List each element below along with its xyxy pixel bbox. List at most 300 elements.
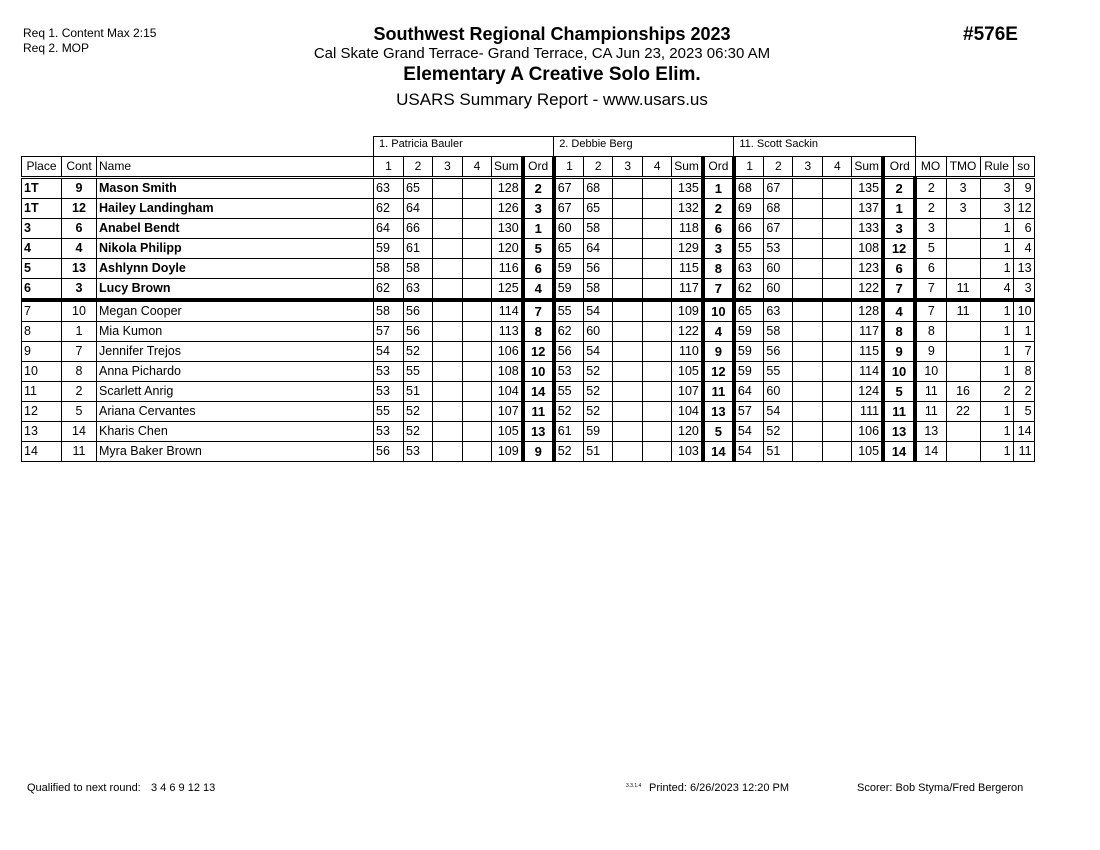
judge2-ordinal-cell: 9: [703, 342, 734, 362]
judge1-score-3-cell: [433, 382, 463, 402]
judge2-score-1-cell: 56: [554, 342, 584, 362]
place-cell: 1T: [22, 199, 62, 219]
event-number: #576E: [963, 24, 1018, 45]
printed-timestamp: Printed: 6/26/2023 12:20 PM: [649, 782, 790, 794]
judge1-ordinal-cell: 2: [523, 178, 554, 199]
judge3-score-2-cell: 63: [764, 300, 793, 322]
rule-cell: 1: [980, 342, 1013, 362]
judge1-score-3-cell: [433, 178, 463, 199]
contestant-number-cell: 1: [62, 322, 97, 342]
judge3-score-1-cell: 64: [734, 382, 764, 402]
judge3-ordinal-cell: 8: [883, 322, 915, 342]
judge1-ordinal-cell: 8: [523, 322, 554, 342]
mo-cell: 8: [915, 322, 946, 342]
col-judge3-ord: Ord: [883, 157, 915, 178]
judge1-score-2-cell: 52: [404, 422, 433, 442]
judge1-score-1-cell: 53: [374, 362, 404, 382]
col-judge3-2: 2: [764, 157, 793, 178]
judge3-score-1-cell: 54: [734, 422, 764, 442]
judge2-score-2-cell: 54: [584, 342, 613, 362]
judge1-score-3-cell: [433, 442, 463, 462]
judge1-ordinal-cell: 13: [523, 422, 554, 442]
skater-name-cell: Ariana Cervantes: [97, 402, 374, 422]
judge2-ordinal-cell: 3: [703, 239, 734, 259]
so-cell: 2: [1013, 382, 1034, 402]
judge3-score-2-cell: 52: [764, 422, 793, 442]
judge2-ordinal-cell: 12: [703, 362, 734, 382]
tmo-cell: [946, 362, 980, 382]
col-place: Place: [22, 157, 62, 178]
software-version: 3.3.1.4: [626, 783, 642, 789]
col-mo: MO: [915, 157, 946, 178]
judge1-ordinal-cell: 9: [523, 442, 554, 462]
rule-cell: 2: [980, 382, 1013, 402]
judge1-score-3-cell: [433, 279, 463, 301]
col-judge1-4: 4: [463, 157, 492, 178]
judge2-score-2-cell: 51: [584, 442, 613, 462]
mo-cell: 11: [915, 402, 946, 422]
judge1-ordinal-cell: 10: [523, 362, 554, 382]
judge1-score-2-cell: 56: [404, 322, 433, 342]
qualified-values: 3 4 6 9 12 13: [151, 782, 216, 794]
judge1-sum-cell: 128: [492, 178, 523, 199]
judge2-score-4-cell: [643, 219, 672, 239]
judge1-score-2-cell: 53: [404, 442, 433, 462]
judge1-score-2-cell: 55: [404, 362, 433, 382]
judge2-score-2-cell: 52: [584, 382, 613, 402]
judge1-score-1-cell: 58: [374, 300, 404, 322]
judge1-sum-cell: 105: [492, 422, 523, 442]
rule-cell: 1: [980, 239, 1013, 259]
scorer-names: Scorer: Bob Styma/Fred Bergeron: [857, 782, 1024, 794]
judge1-sum-cell: 126: [492, 199, 523, 219]
judge2-score-1-cell: 61: [554, 422, 584, 442]
judge3-sum-cell: 128: [852, 300, 883, 322]
judge1-score-4-cell: [463, 219, 492, 239]
skater-name-cell: Megan Cooper: [97, 300, 374, 322]
mo-cell: 6: [915, 259, 946, 279]
judge2-score-3-cell: [613, 219, 643, 239]
skater-name-cell: Anna Pichardo: [97, 362, 374, 382]
col-judge1-1: 1: [374, 157, 404, 178]
mo-cell: 10: [915, 362, 946, 382]
judge3-ordinal-cell: 10: [883, 362, 915, 382]
judge3-score-3-cell: [793, 239, 823, 259]
judge2-score-3-cell: [613, 279, 643, 301]
judge2-score-2-cell: 64: [584, 239, 613, 259]
judge2-score-1-cell: 52: [554, 402, 584, 422]
contestant-number-cell: 6: [62, 219, 97, 239]
judge1-sum-cell: 120: [492, 239, 523, 259]
judge3-score-1-cell: 69: [734, 199, 764, 219]
rule-cell: 1: [980, 422, 1013, 442]
tmo-cell: [946, 259, 980, 279]
judge3-score-4-cell: [823, 442, 852, 462]
judge1-score-1-cell: 59: [374, 239, 404, 259]
judge2-sum-cell: 132: [672, 199, 703, 219]
tmo-cell: [946, 422, 980, 442]
judge1-score-3-cell: [433, 422, 463, 442]
judge2-score-4-cell: [643, 342, 672, 362]
place-cell: 7: [22, 300, 62, 322]
judge2-score-4-cell: [643, 422, 672, 442]
col-judge1-ord: Ord: [523, 157, 554, 178]
judge1-score-4-cell: [463, 382, 492, 402]
judge2-ordinal-cell: 13: [703, 402, 734, 422]
mo-cell: 5: [915, 239, 946, 259]
rule-cell: 4: [980, 279, 1013, 301]
judge2-score-2-cell: 52: [584, 402, 613, 422]
so-cell: 14: [1013, 422, 1034, 442]
judge3-score-1-cell: 62: [734, 279, 764, 301]
rule-cell: 1: [980, 322, 1013, 342]
so-cell: 11: [1013, 442, 1034, 462]
requirement-2: Req 2. MOP: [23, 41, 90, 55]
judge1-ordinal-cell: 4: [523, 279, 554, 301]
judge2-score-3-cell: [613, 422, 643, 442]
col-rule: Rule: [980, 157, 1013, 178]
col-judge2-sum: Sum: [672, 157, 703, 178]
place-cell: 10: [22, 362, 62, 382]
judge1-score-3-cell: [433, 322, 463, 342]
tmo-cell: 3: [946, 178, 980, 199]
contestant-number-cell: 11: [62, 442, 97, 462]
place-cell: 5: [22, 259, 62, 279]
judge1-ordinal-cell: 5: [523, 239, 554, 259]
place-cell: 14: [22, 442, 62, 462]
judge3-ordinal-cell: 4: [883, 300, 915, 322]
judge1-score-3-cell: [433, 402, 463, 422]
judge2-sum-cell: 129: [672, 239, 703, 259]
so-cell: 8: [1013, 362, 1034, 382]
so-cell: 3: [1013, 279, 1034, 301]
judge2-score-2-cell: 65: [584, 199, 613, 219]
judge1-score-3-cell: [433, 362, 463, 382]
judge1-sum-cell: 109: [492, 442, 523, 462]
judge2-score-1-cell: 67: [554, 199, 584, 219]
skater-name-cell: Lucy Brown: [97, 279, 374, 301]
col-judge3-sum: Sum: [852, 157, 883, 178]
so-cell: 10: [1013, 300, 1034, 322]
judge3-score-4-cell: [823, 322, 852, 342]
judge1-sum-cell: 108: [492, 362, 523, 382]
judge3-score-4-cell: [823, 259, 852, 279]
judge3-score-1-cell: 54: [734, 442, 764, 462]
judge1-sum-cell: 107: [492, 402, 523, 422]
judge3-sum-cell: 122: [852, 279, 883, 301]
judge2-score-3-cell: [613, 322, 643, 342]
rule-cell: 1: [980, 402, 1013, 422]
judge2-score-2-cell: 56: [584, 259, 613, 279]
table-row: [22, 422, 1035, 442]
table-row: [22, 402, 1035, 422]
contestant-number-cell: 10: [62, 300, 97, 322]
judge2-score-3-cell: [613, 199, 643, 219]
judge1-ordinal-cell: 14: [523, 382, 554, 402]
judge1-score-1-cell: 64: [374, 219, 404, 239]
judge1-ordinal-cell: 12: [523, 342, 554, 362]
judge3-score-2-cell: 56: [764, 342, 793, 362]
rule-cell: 3: [980, 199, 1013, 219]
contestant-number-cell: 8: [62, 362, 97, 382]
judge3-ordinal-cell: 7: [883, 279, 915, 301]
judge-2-name: 2. Debbie Berg: [554, 137, 734, 157]
judge3-ordinal-cell: 6: [883, 259, 915, 279]
col-tmo: TMO: [946, 157, 980, 178]
rule-cell: 3: [980, 178, 1013, 199]
table-row: [22, 199, 1035, 219]
mo-cell: 7: [915, 279, 946, 301]
judge1-score-2-cell: 64: [404, 199, 433, 219]
judge3-ordinal-cell: 14: [883, 442, 915, 462]
tmo-cell: [946, 342, 980, 362]
place-cell: 1T: [22, 178, 62, 199]
place-cell: 6: [22, 279, 62, 301]
tmo-cell: 11: [946, 279, 980, 301]
judge1-score-4-cell: [463, 300, 492, 322]
judge1-ordinal-cell: 7: [523, 300, 554, 322]
contestant-number-cell: 14: [62, 422, 97, 442]
skater-name-cell: Hailey Landingham: [97, 199, 374, 219]
judge3-score-3-cell: [793, 342, 823, 362]
judge2-score-3-cell: [613, 342, 643, 362]
event-name: Elementary A Creative Solo Elim.: [403, 64, 701, 85]
mo-cell: 13: [915, 422, 946, 442]
judge2-score-1-cell: 65: [554, 239, 584, 259]
judge1-score-4-cell: [463, 342, 492, 362]
judges-row: [22, 137, 1035, 157]
so-cell: 6: [1013, 219, 1034, 239]
judge1-score-4-cell: [463, 279, 492, 301]
judge2-score-4-cell: [643, 178, 672, 199]
judge3-sum-cell: 108: [852, 239, 883, 259]
judge1-ordinal-cell: 11: [523, 402, 554, 422]
judge3-score-4-cell: [823, 178, 852, 199]
judge2-score-4-cell: [643, 279, 672, 301]
judge1-score-3-cell: [433, 199, 463, 219]
col-judge3-4: 4: [823, 157, 852, 178]
col-judge2-1: 1: [554, 157, 584, 178]
judge1-score-1-cell: 57: [374, 322, 404, 342]
judge1-score-1-cell: 63: [374, 178, 404, 199]
contestant-number-cell: 7: [62, 342, 97, 362]
rule-cell: 1: [980, 259, 1013, 279]
table-row: [22, 178, 1035, 199]
judge2-sum-cell: 135: [672, 178, 703, 199]
judge2-sum-cell: 120: [672, 422, 703, 442]
place-cell: 13: [22, 422, 62, 442]
judge2-score-1-cell: 62: [554, 322, 584, 342]
place-cell: 9: [22, 342, 62, 362]
judge3-score-1-cell: 68: [734, 178, 764, 199]
judge3-score-2-cell: 51: [764, 442, 793, 462]
judge3-ordinal-cell: 11: [883, 402, 915, 422]
tmo-cell: 3: [946, 199, 980, 219]
skater-name-cell: Mia Kumon: [97, 322, 374, 342]
judge3-ordinal-cell: 1: [883, 199, 915, 219]
judge1-score-4-cell: [463, 259, 492, 279]
judge1-score-3-cell: [433, 259, 463, 279]
judge1-sum-cell: 116: [492, 259, 523, 279]
judge1-score-4-cell: [463, 178, 492, 199]
mo-cell: 3: [915, 219, 946, 239]
table-row: [22, 362, 1035, 382]
judge1-ordinal-cell: 1: [523, 219, 554, 239]
judge1-score-2-cell: 58: [404, 259, 433, 279]
skater-name-cell: Jennifer Trejos: [97, 342, 374, 362]
skater-name-cell: Myra Baker Brown: [97, 442, 374, 462]
so-cell: 5: [1013, 402, 1034, 422]
judge3-score-2-cell: 60: [764, 259, 793, 279]
mo-cell: 2: [915, 178, 946, 199]
judge1-ordinal-cell: 3: [523, 199, 554, 219]
judge3-sum-cell: 123: [852, 259, 883, 279]
judge2-score-3-cell: [613, 178, 643, 199]
judge3-sum-cell: 106: [852, 422, 883, 442]
judge2-score-1-cell: 60: [554, 219, 584, 239]
judge3-ordinal-cell: 9: [883, 342, 915, 362]
table-row: [22, 382, 1035, 402]
judge1-score-1-cell: 62: [374, 279, 404, 301]
mo-cell: 14: [915, 442, 946, 462]
table-row: [22, 219, 1035, 239]
tmo-cell: [946, 239, 980, 259]
judge3-score-3-cell: [793, 402, 823, 422]
skater-name-cell: Scarlett Anrig: [97, 382, 374, 402]
judge3-score-4-cell: [823, 300, 852, 322]
judge2-score-4-cell: [643, 322, 672, 342]
judge2-score-3-cell: [613, 300, 643, 322]
column-header-row: [22, 157, 1035, 178]
table-row: [22, 239, 1035, 259]
judge1-score-1-cell: 54: [374, 342, 404, 362]
competition-title: Southwest Regional Championships 2023: [373, 24, 731, 44]
judge2-ordinal-cell: 1: [703, 178, 734, 199]
place-cell: 11: [22, 382, 62, 402]
judge3-ordinal-cell: 3: [883, 219, 915, 239]
judge1-score-4-cell: [463, 199, 492, 219]
judge3-score-3-cell: [793, 422, 823, 442]
judge2-sum-cell: 117: [672, 279, 703, 301]
judge1-score-4-cell: [463, 362, 492, 382]
judge3-score-1-cell: 59: [734, 362, 764, 382]
so-cell: 4: [1013, 239, 1034, 259]
results-table: [21, 136, 1035, 462]
judge3-score-3-cell: [793, 219, 823, 239]
judge2-score-1-cell: 59: [554, 279, 584, 301]
judge1-score-1-cell: 62: [374, 199, 404, 219]
judge2-score-4-cell: [643, 259, 672, 279]
judge3-score-1-cell: 66: [734, 219, 764, 239]
col-name: Name: [97, 157, 374, 178]
col-judge2-ord: Ord: [703, 157, 734, 178]
judge3-score-1-cell: 59: [734, 342, 764, 362]
col-judge1-3: 3: [433, 157, 463, 178]
col-so: so: [1013, 157, 1034, 178]
judge3-score-3-cell: [793, 178, 823, 199]
judge1-score-2-cell: 52: [404, 342, 433, 362]
judge1-ordinal-cell: 6: [523, 259, 554, 279]
col-judge1-2: 2: [404, 157, 433, 178]
judge2-sum-cell: 122: [672, 322, 703, 342]
judge3-score-2-cell: 67: [764, 219, 793, 239]
judge3-score-3-cell: [793, 279, 823, 301]
judge1-score-1-cell: 53: [374, 382, 404, 402]
rule-cell: 1: [980, 362, 1013, 382]
judge2-score-2-cell: 54: [584, 300, 613, 322]
judge3-score-4-cell: [823, 279, 852, 301]
judge3-sum-cell: 133: [852, 219, 883, 239]
contestant-number-cell: 2: [62, 382, 97, 402]
col-judge3-1: 1: [734, 157, 764, 178]
judge2-score-1-cell: 67: [554, 178, 584, 199]
judge1-score-4-cell: [463, 402, 492, 422]
judge2-score-1-cell: 59: [554, 259, 584, 279]
so-cell: 9: [1013, 178, 1034, 199]
tmo-cell: [946, 442, 980, 462]
col-cont: Cont: [62, 157, 97, 178]
tmo-cell: [946, 219, 980, 239]
place-cell: 8: [22, 322, 62, 342]
mo-cell: 11: [915, 382, 946, 402]
judge3-score-2-cell: 53: [764, 239, 793, 259]
judge3-score-4-cell: [823, 422, 852, 442]
judge2-score-2-cell: 60: [584, 322, 613, 342]
judge3-score-2-cell: 60: [764, 382, 793, 402]
place-cell: 4: [22, 239, 62, 259]
judge2-score-2-cell: 59: [584, 422, 613, 442]
judge-3-name: 11. Scott Sackin: [734, 137, 915, 157]
judge2-score-4-cell: [643, 199, 672, 219]
judge3-score-2-cell: 58: [764, 322, 793, 342]
judge1-sum-cell: 113: [492, 322, 523, 342]
judge1-sum-cell: 130: [492, 219, 523, 239]
judge3-score-3-cell: [793, 199, 823, 219]
table-row: [22, 259, 1035, 279]
tmo-cell: [946, 322, 980, 342]
judge3-sum-cell: 115: [852, 342, 883, 362]
judge1-sum-cell: 114: [492, 300, 523, 322]
judge3-score-3-cell: [793, 362, 823, 382]
judge3-score-1-cell: 57: [734, 402, 764, 422]
judge3-score-3-cell: [793, 259, 823, 279]
judge2-ordinal-cell: 8: [703, 259, 734, 279]
judge3-score-2-cell: 68: [764, 199, 793, 219]
judge1-sum-cell: 125: [492, 279, 523, 301]
judge3-score-2-cell: 55: [764, 362, 793, 382]
judge3-score-1-cell: 65: [734, 300, 764, 322]
judge3-sum-cell: 114: [852, 362, 883, 382]
judge2-sum-cell: 107: [672, 382, 703, 402]
mo-cell: 2: [915, 199, 946, 219]
judge1-score-1-cell: 56: [374, 442, 404, 462]
contestant-number-cell: 13: [62, 259, 97, 279]
judge3-ordinal-cell: 5: [883, 382, 915, 402]
judge2-score-2-cell: 52: [584, 362, 613, 382]
contestant-number-cell: 3: [62, 279, 97, 301]
judge3-score-3-cell: [793, 322, 823, 342]
contestant-number-cell: 4: [62, 239, 97, 259]
judge1-score-2-cell: 66: [404, 219, 433, 239]
judge2-score-3-cell: [613, 362, 643, 382]
judge2-score-3-cell: [613, 382, 643, 402]
col-judge2-4: 4: [643, 157, 672, 178]
qualified-label: Qualified to next round:: [27, 782, 141, 794]
judge3-sum-cell: 105: [852, 442, 883, 462]
judge3-score-1-cell: 55: [734, 239, 764, 259]
col-judge3-3: 3: [793, 157, 823, 178]
skater-name-cell: Kharis Chen: [97, 422, 374, 442]
